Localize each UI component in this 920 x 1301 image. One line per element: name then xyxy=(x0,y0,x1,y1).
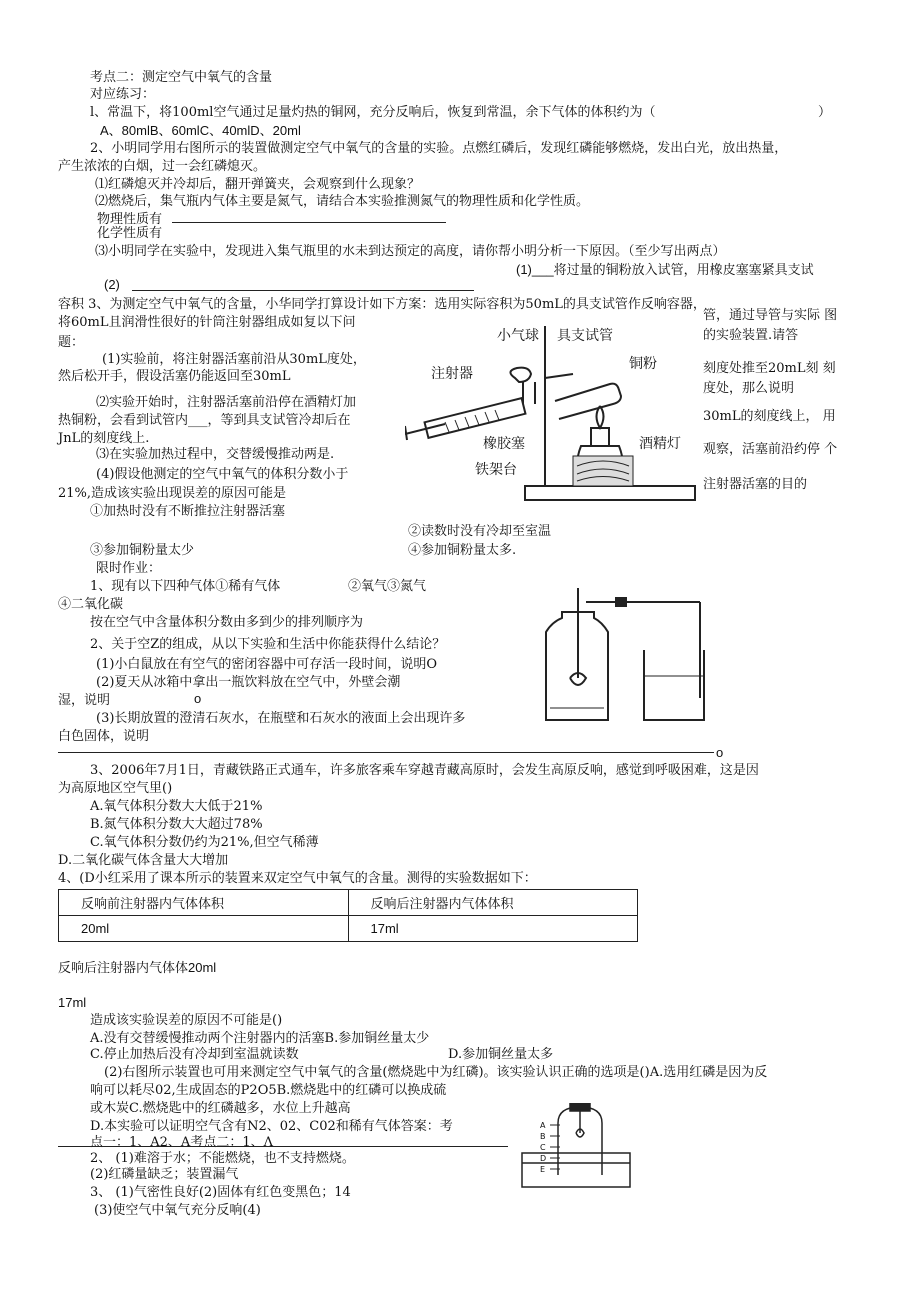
text-line: 刻度处推至20mL刻 刻 xyxy=(703,361,836,376)
text-line: 白色固体，说明 xyxy=(58,729,150,744)
text-line: (2)右图所示装置也可用来测定空气中氧气的含量(燃烧匙中为红磷)。该实验认识正确的选项是()A.选用红磷是因为反 xyxy=(104,1065,768,1080)
text-line: (1)小白鼠放在有空气的密闭容器中可存活一段时间，说明O xyxy=(96,657,438,672)
scale-label: D xyxy=(540,1154,547,1163)
text-line: 或木炭C.燃烧匙中的红磷越多，水位上升越高 xyxy=(90,1101,351,1116)
question-1-options: A、80mlB、60mlC、40mlD、20ml xyxy=(100,123,301,138)
text-line: ⑴红磷熄灭并冷却后，翻开弹簧夹，会观察到什么现象？ xyxy=(95,177,421,192)
table-row xyxy=(59,890,638,916)
text-line: 响可以耗尽02,生成固态的P2O5B.燃烧匙中的红磷可以换成硫 xyxy=(90,1083,447,1098)
text-line: 反响后注射器内气体体20ml xyxy=(58,960,217,975)
syringe-label: 注射器 xyxy=(431,366,473,382)
question-3: 容积 3、为测定空气中氧气的含量，小华同学打算设计如下方案：选用实际容积为50mL的具支试管作反响容器， xyxy=(58,297,706,312)
text-line: (1)___将过量的铜粉放入试管，用橡皮塞塞紧具支试 xyxy=(516,262,814,277)
answer-line: 点一：1、A2、A考点二：1、Λ xyxy=(90,1135,273,1150)
data-table xyxy=(58,889,638,942)
text-line: ⑵燃烧后，集气瓶内气体主要是氮气，请结合本实验推测氮气的物理性质和化学性质。 xyxy=(95,194,590,209)
answer-blank xyxy=(132,290,474,291)
table-cell: 17ml xyxy=(348,916,638,942)
text-line: ②氧气③氮气 xyxy=(348,579,427,594)
text-line: ⑶小明同学在实验中，发现进入集气瓶里的水未到达预定的高度，请你帮小明分析一下原因。（至少写出两点） xyxy=(95,244,726,259)
iron-stand-label: 铁架台 xyxy=(475,462,517,478)
text-line: 管，通过导管与实际 图 xyxy=(703,308,838,323)
text-line: ） xyxy=(818,105,832,120)
bell-jar-diagram xyxy=(520,1103,632,1189)
text-line: 将60mL且润滑性很好的针筒注射器组成如复以下问 xyxy=(58,315,356,330)
question-2: 2、关于空Z的组成，从以下实验和生活中你能获得什么结论？ xyxy=(90,637,446,652)
syringe-apparatus-diagram xyxy=(405,316,701,506)
text-line: 对应练习： xyxy=(90,87,156,102)
answer-line: (3)使空气中氧气充分反响(4) xyxy=(94,1203,261,1218)
text-line: 题： xyxy=(58,335,85,350)
text-line: (3)长期放置的澄清石灰水，在瓶壁和石灰水的液面上会出现许多 xyxy=(96,711,466,726)
section-title: 考点二：测定空气中氧气的含量 xyxy=(90,70,273,85)
text-line: 造成该实验误差的原因不可能是() xyxy=(90,1013,283,1028)
option: A.没有交替缓慢推动两个注射器内的活塞B.参加铜丝量太少 xyxy=(90,1031,430,1046)
text-line: (4)假设他测定的空气中氧气的体积分数小于 xyxy=(96,467,349,482)
text-line: ⑶在实验加热过程中，交替缓慢推动两是. xyxy=(96,447,335,462)
scale-label: A xyxy=(540,1121,546,1130)
table-cell: 20ml xyxy=(59,916,349,942)
option: ③参加铜粉量太少 xyxy=(90,543,195,558)
text-line: 17ml xyxy=(58,995,87,1010)
text-line: o xyxy=(194,691,202,706)
balloon-label: 小气球 xyxy=(497,328,539,344)
option: ②读数时没有冷却至室温 xyxy=(408,524,552,539)
answer-line: 3、 (1)气密性良好(2)固体有红色变黑色；14 xyxy=(90,1185,351,1200)
text-line: D.本实验可以证明空气含有N2、02、C02和稀有气体答案：考 xyxy=(90,1119,453,1134)
table-row xyxy=(59,916,638,942)
text-line: 按在空气中含量体积分数由多到少的排列顺序为 xyxy=(90,615,364,630)
text-line: 物理性质有 xyxy=(97,212,163,227)
branch-tube-label: 具支试管 xyxy=(557,328,613,344)
text-line: 观察，活塞前沿约停 个 xyxy=(703,442,838,457)
text-line: 注射器活塞的目的 xyxy=(703,477,808,492)
answer-blank xyxy=(172,222,446,223)
text-line: 产生浓浓的白烟，过一会红磷熄灭。 xyxy=(58,159,267,174)
option: ①加热时没有不断推拉注射器活塞 xyxy=(90,504,286,519)
text-line: 热铜粉，会看到试管内___，等到具支试管冷却后在 xyxy=(58,413,351,428)
copper-powder-label: 铜粉 xyxy=(629,356,657,372)
section-title: 限时作业： xyxy=(96,561,162,576)
option: ④参加铜粉量太多. xyxy=(408,543,517,558)
text-line: 21%,造成该实验出现误差的原因可能是 xyxy=(58,486,287,501)
text-line: ⑵实验开始时，注射器活塞前沿停在酒精灯加 xyxy=(96,395,357,410)
text-line: (1)实验前，将注射器活塞前沿从30mL度处， xyxy=(102,352,366,367)
text-line: 化学性质有 xyxy=(97,226,163,241)
question-1: l、常温下，将100ml空气通过足量灼热的铜网，充分反响后，恢复到常温，余下气体的体积约为（ xyxy=(90,105,656,120)
text-line: 度处，那么说明 xyxy=(703,381,795,396)
rubber-stopper-label: 橡胶塞 xyxy=(483,436,525,452)
gas-bottle-beaker-diagram xyxy=(540,588,714,726)
answer-blank xyxy=(58,752,714,753)
scale-label: B xyxy=(540,1132,546,1141)
text-line: 湿，说明 xyxy=(58,693,111,708)
divider xyxy=(58,1146,508,1147)
text-line: (2) xyxy=(104,277,120,292)
table-header: 反响前注射器内气体体积 xyxy=(59,890,349,916)
question-4: 4、(D小红采用了课本所示的装置来双定空气中氧气的含量。测得的实验数据如下： xyxy=(58,871,537,886)
option: D.参加铜丝量太多 xyxy=(448,1047,554,1062)
text-line: 然后松开手，假设活塞仍能返回至30mL xyxy=(58,369,291,384)
table-header: 反响后注射器内气体体积 xyxy=(348,890,638,916)
scale-label: C xyxy=(540,1143,546,1152)
question-3: 3、2006年7月1日，青藏铁路正式通车，许多旅客乘车穿越青藏高原时，会发生高原反响，感觉到呼吸困难，这是因 xyxy=(90,763,759,778)
answer-line: 2、 (1)难溶于水；不能燃烧，也不支持燃烧。 xyxy=(90,1151,355,1166)
alcohol-lamp-label: 酒精灯 xyxy=(639,436,681,452)
text-line: 30mL的刻度线上， 用 xyxy=(703,409,836,424)
option: B.氮气体积分数大大超过78% xyxy=(90,817,263,832)
question-2: 2、小明同学用右图所示的装置做测定空气中氧气的含量的实验。点燃红磷后，发现红磷能够燃烧，发出白光，放出热量， xyxy=(90,141,788,156)
option: D.二氧化碳气体含量大大增加 xyxy=(58,853,229,868)
text-line: JnL的刻度线上. xyxy=(58,431,150,446)
question-1: 1、现有以下四种气体①稀有气体 xyxy=(90,579,281,594)
text-line: 为高原地区空气里() xyxy=(58,781,173,796)
option: A.氧气体积分数大大低于21% xyxy=(90,799,263,814)
option: C.停止加热后没有冷却到室温就读数 xyxy=(90,1047,299,1062)
answer-line: (2)红磷量缺乏；装置漏气 xyxy=(90,1167,239,1182)
text-line: (2)夏天从冰箱中拿出一瓶饮料放在空气中，外壁会潮 xyxy=(96,675,401,690)
text-line: ④二氧化碳 xyxy=(58,597,124,612)
scale-label: E xyxy=(540,1165,546,1174)
text-line: 的实验装置.请答 xyxy=(703,328,799,343)
option: C.氧气体积分数仍约为21%,但空气稀薄 xyxy=(90,835,319,850)
text-line: o xyxy=(716,745,724,760)
